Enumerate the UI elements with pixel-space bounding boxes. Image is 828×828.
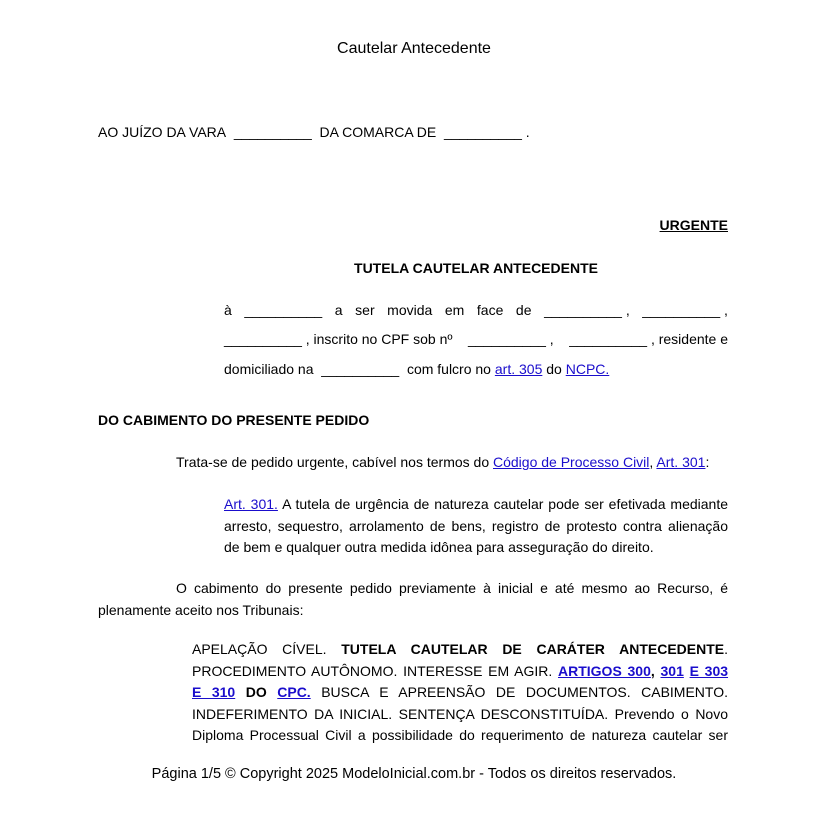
link-art-301-quote[interactable]: Art. 301. [224, 496, 278, 512]
link-ncpc[interactable]: NCPC. [565, 361, 610, 377]
quote-2-comma: , [650, 662, 655, 679]
paragraph-1-text: Trata-se de pedido urgente, cabível nos termos do [176, 454, 490, 470]
intro-do-text: do [546, 361, 562, 377]
intro-residence-text: __________ , residente e [569, 331, 728, 347]
quote-2-apelacao: APELAÇÃO CÍVEL. [192, 641, 327, 657]
paragraph-1-comma: , [649, 454, 654, 470]
link-artigos-300[interactable]: ARTIGOS 300 [558, 662, 651, 679]
intro-word: de [515, 302, 532, 318]
intro-line-1 [224, 302, 728, 318]
paragraph-2-line: O cabimento do presente pedido previamente à inicial e até mesmo ao Recurso, é [176, 580, 728, 596]
intro-line-2 [224, 331, 728, 347]
intro-domicile-text: domiciliado na [224, 361, 314, 377]
link-art-301[interactable]: Art. 301 [656, 454, 706, 470]
paragraph-2-line: plenamente aceito nos Tribunais: [98, 601, 304, 618]
intro-word: em [444, 302, 465, 318]
address-blank-comarca[interactable]: __________ [444, 124, 522, 140]
quote-2-line [192, 661, 728, 683]
main-title: TUTELA CAUTELAR ANTECEDENTE [354, 260, 598, 276]
intro-word: à [224, 302, 232, 318]
quote-1-text: A tutela de urgência de natureza cautelar pode ser efetivada mediante [282, 496, 728, 512]
intro-word: ser [355, 302, 375, 318]
quote-2-bold-title: TUTELA CAUTELAR DE CARÁTER ANTECEDENTE [341, 641, 725, 657]
quote-2-busca: BUSCA E APREENSÃO DE DOCUMENTOS. CABIMENTO. [321, 684, 728, 700]
quote-1-line: de bem e qualquer outra medida idônea para asseguração do direito. [224, 539, 654, 555]
urgent-label: URGENTE [659, 217, 728, 233]
document-header-title: Cautelar Antecedente [337, 40, 491, 57]
quote-jurisprudence [192, 639, 728, 747]
quote-2-do: DO [245, 684, 267, 700]
paragraph-2 [98, 578, 728, 621]
intro-line-3 [224, 361, 609, 377]
paragraph-1 [176, 454, 709, 470]
quote-1-line [224, 494, 728, 516]
quote-2-line: Diploma Processual Civil a possibilidade do requerimento de natureza cautelar ser [192, 727, 728, 743]
intro-blank-nationality[interactable]: __________ , [642, 302, 728, 318]
section-heading-cabimento: DO CABIMENTO DO PRESENTE PEDIDO [98, 412, 370, 428]
intro-blank-cpf[interactable]: __________ , [468, 331, 554, 347]
quote-art-301 [224, 494, 728, 559]
paragraph-1-colon: : [705, 454, 710, 470]
link-e-310[interactable]: E 310 [192, 684, 236, 700]
page-footer: Página 1/5 © Copyright 2025 ModeloInicial.com.br - Todos os direitos reservados. [151, 766, 677, 782]
intro-blank-defendant[interactable]: __________ , [544, 302, 630, 318]
address-line [98, 124, 530, 140]
link-codigo-processo-civil[interactable]: Código de Processo Civil [493, 454, 650, 470]
intro-word: movida [387, 302, 433, 318]
address-mid: DA COMARCA DE [319, 124, 437, 140]
quote-2-line [192, 682, 728, 704]
address-end: . [525, 124, 530, 140]
link-art-305[interactable]: art. 305 [494, 361, 543, 377]
address-prefix: AO JUÍZO DA VARA [98, 124, 227, 140]
quote-2-period: . [724, 641, 728, 657]
link-e-303[interactable]: E 303 [689, 662, 729, 679]
intro-word: face [476, 302, 504, 318]
intro-fulcro-text: com fulcro no [406, 361, 491, 377]
intro-blank-party[interactable]: __________ [244, 302, 323, 318]
quote-2-line [192, 639, 728, 661]
intro-cpf-text: __________ , inscrito no CPF sob nº [224, 331, 453, 347]
address-blank-vara[interactable]: __________ [233, 124, 312, 140]
link-cpc[interactable]: CPC. [277, 684, 311, 700]
intro-blank-address[interactable]: __________ [321, 361, 400, 377]
intro-word: a [334, 302, 343, 318]
quote-2-procedimento: PROCEDIMENTO AUTÔNOMO. INTERESSE EM AGIR. [192, 662, 553, 679]
link-301[interactable]: 301 [660, 662, 684, 679]
quote-2-line: INDEFERIMENTO DA INICIAL. SENTENÇA DESCONSTITUÍDA. Prevendo o Novo [192, 705, 728, 722]
quote-1-line: arresto, sequestro, arrolamento de bens, registro de protesto contra alienação [224, 517, 728, 534]
